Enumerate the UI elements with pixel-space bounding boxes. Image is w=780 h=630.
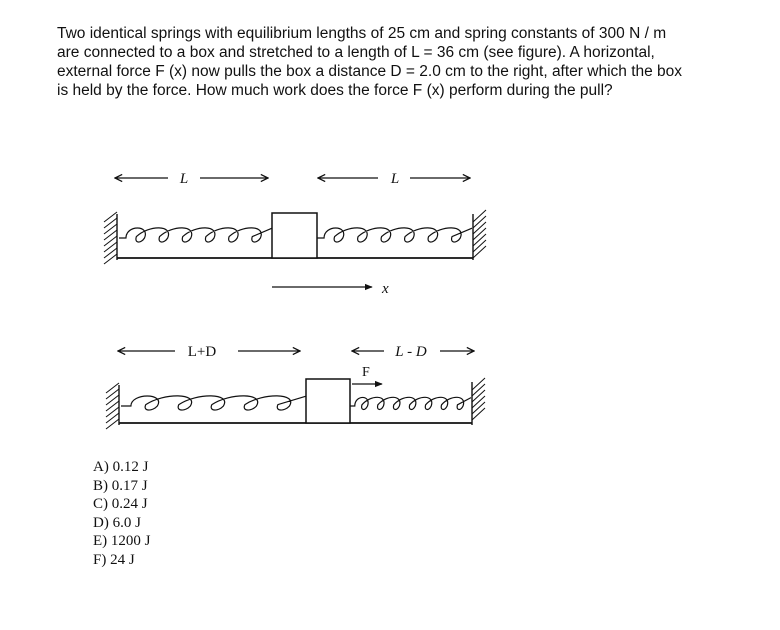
- top-right-spring: [317, 228, 472, 242]
- question-line: is held by the force. How much work does the force F (x) perform during the pull?: [57, 82, 613, 99]
- bottom-diagram: [106, 344, 485, 429]
- top-left-wall: [104, 212, 117, 264]
- force-label: F: [362, 365, 370, 380]
- choice-f[interactable]: F) 24 J: [93, 551, 135, 568]
- bottom-right-spring: [350, 397, 471, 409]
- bottom-right-wall: [472, 378, 485, 425]
- choice-c[interactable]: C) 0.24 J: [93, 496, 148, 512]
- top-left-length-label: L: [179, 171, 189, 187]
- top-left-spring: [119, 228, 272, 242]
- choice-d[interactable]: D) 6.0 J: [93, 514, 141, 531]
- choice-e[interactable]: E) 1200 J: [93, 533, 151, 549]
- top-right-length-label: L: [390, 171, 400, 187]
- top-diagram: [104, 171, 486, 297]
- answer-choices: [93, 458, 151, 569]
- choice-b[interactable]: B) 0.17 J: [93, 477, 148, 494]
- bottom-left-wall: [106, 383, 119, 429]
- bottom-right-length-label: L - D: [395, 344, 427, 360]
- top-right-wall: [473, 210, 486, 260]
- bottom-left-length-label: L+D: [187, 344, 217, 360]
- bottom-box: [306, 379, 350, 423]
- choice-a[interactable]: A) 0.12 J: [93, 459, 149, 475]
- question-line: Two identical springs with equilibrium lengths of 25 cm and spring constants of 300 N / m: [57, 25, 667, 42]
- question-line: external force F (x) now pulls the box a distance D = 2.0 cm to the right, after which the box: [57, 63, 683, 80]
- top-box: [272, 213, 317, 258]
- question-line: are connected to a box and stretched to a length of L = 36 cm (see figure). A horizontal,: [57, 44, 655, 61]
- x-axis-label: x: [382, 281, 389, 297]
- bottom-left-spring: [121, 396, 306, 410]
